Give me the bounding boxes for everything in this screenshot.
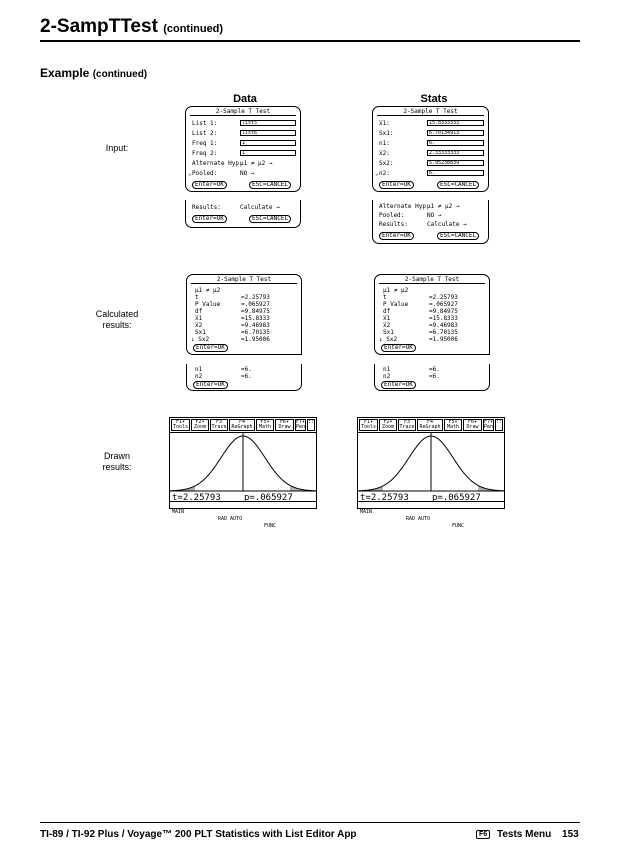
result-value-mean1: =15.8333 [429, 315, 458, 322]
result-label-t: t [383, 294, 387, 301]
section-heading-text: Example [40, 66, 90, 80]
alt-hyp-select[interactable]: μ1 ≠ μ2 → [240, 160, 273, 167]
list1-input[interactable]: list5 [240, 120, 296, 126]
result-value-n2: =6. [429, 373, 440, 380]
result-label-pvalue: P Value [383, 301, 409, 308]
field-label-list2: List 2: [192, 130, 218, 137]
results-select[interactable]: Calculate → [240, 204, 280, 211]
t-readout: t=2.25793 [360, 493, 409, 503]
result-value-sx2: =1.95006 [429, 336, 458, 343]
footer-rule [40, 822, 580, 823]
result-value-pvalue: =.065927 [241, 301, 270, 308]
toolbar-key-more[interactable]: :: [495, 419, 503, 431]
result-value-df: =9.84975 [241, 308, 270, 315]
p-readout: p=.065927 [432, 493, 481, 503]
result-label-mean2: x̅2 [383, 322, 391, 329]
status-mode: RAD AUTO [406, 516, 431, 522]
toolbar-key-tools[interactable]: F1▾ Tools [360, 419, 377, 430]
row-label-drawn-2: results: [102, 462, 132, 472]
page-title-suffix: (continued) [163, 23, 224, 35]
stats-graph-screen [357, 417, 505, 529]
field-label-pooled: Pooled: [192, 170, 218, 177]
toolbar-key-trace[interactable]: F3 Trace [399, 419, 415, 430]
field-label-mean2: x̅2: [379, 150, 390, 157]
result-label-sx2: ↓ Sx2 [191, 336, 210, 343]
page-title-text: 2-SampTTest [40, 16, 158, 37]
toolbar-key-regraph[interactable]: F4 ReGraph [417, 419, 443, 431]
result-label-df: df [195, 308, 203, 315]
row-label-input: Input: [105, 143, 129, 153]
field-label-freq1: Freq 1: [192, 140, 218, 147]
n1-input[interactable]: 6. [427, 140, 484, 146]
status-bar [358, 501, 504, 529]
field-label-n1: n1: [379, 140, 390, 147]
status-func: FUNC [452, 523, 465, 529]
freq1-input[interactable]: 1 [240, 140, 296, 146]
field-label-alt-hyp: Alternate Hyp: [192, 160, 243, 167]
result-value-pvalue: =.065927 [429, 301, 458, 308]
dialog-title: 2-Sample T Test [377, 108, 484, 116]
enter-ok-button[interactable]: Enter=OK [381, 381, 416, 389]
result-label-df: df [383, 308, 391, 315]
result-value-sx1: =6.70135 [241, 329, 270, 336]
result-label-t: t [195, 294, 199, 301]
field-label-results: Results: [379, 221, 408, 228]
enter-ok-button[interactable]: Enter=OK [193, 344, 228, 352]
results-select[interactable]: Calculate → [427, 221, 467, 228]
stats-input-dialog [372, 106, 489, 192]
enter-ok-button[interactable]: Enter=OK [381, 344, 416, 352]
footer-section [476, 829, 579, 840]
dialog-title: 2-Sample T Test [191, 276, 297, 284]
data-results-continued [186, 364, 302, 391]
dialog-title: 2-Sample T Test [379, 276, 485, 284]
enter-ok-button[interactable]: Enter=OK [193, 381, 228, 389]
n2-input[interactable]: 6. [427, 170, 484, 176]
status-mode: RAD AUTO [218, 516, 243, 522]
data-input-continued [185, 200, 301, 228]
toolbar-key-more[interactable]: :: [307, 419, 315, 431]
t-distribution-plot [358, 432, 504, 492]
field-label-sx1: Sx1: [379, 130, 394, 137]
result-label-n2: n2 [195, 373, 203, 380]
result-value-sx1: =6.70135 [429, 329, 458, 336]
field-label-list1: List 1: [192, 120, 218, 127]
p-readout: p=.065927 [244, 493, 293, 503]
column-heading-stats: Stats [420, 93, 448, 105]
page-number: 153 [562, 829, 579, 840]
toolbar-key-tools[interactable]: F1▾ Tools [172, 419, 189, 430]
result-label-sx1: Sx1 [195, 329, 206, 336]
f6-key-icon: F6 [476, 830, 490, 839]
field-label-alt-hyp: Alternate Hyp: [379, 203, 430, 210]
row-label-calculated-1: Calculated [95, 309, 139, 319]
result-value-sx2: =1.95006 [241, 336, 270, 343]
result-label-mean1: x̅1 [383, 315, 391, 322]
enter-ok-button[interactable]: Enter=OK [192, 215, 227, 223]
status-main: MAIN [172, 509, 185, 515]
result-hypothesis: μ1 ≠ μ2 [383, 287, 409, 294]
status-bar [170, 501, 316, 529]
result-value-t: =2.25793 [429, 294, 458, 301]
mean2-input[interactable]: 2.33333333 [427, 150, 484, 156]
stats-input-continued [372, 200, 489, 244]
scroll-down-icon: ⌄ [375, 170, 379, 177]
footer-book-title: TI-89 / TI-92 Plus / Voyage™ 200 PLT Statistics with List Editor App [40, 829, 357, 840]
dialog-title: 2-Sample T Test [190, 108, 296, 116]
status-func: FUNC [264, 523, 277, 529]
pooled-select[interactable]: NO → [427, 212, 442, 219]
sx2-input[interactable]: 5.95238839 [427, 160, 484, 166]
toolbar-key-math[interactable]: F5▾ Math [444, 419, 462, 431]
footer-section-name: Tests Menu [496, 829, 552, 840]
enter-ok-button[interactable]: Enter=OK [192, 181, 227, 189]
result-label-mean2: x̅2 [195, 322, 203, 329]
esc-cancel-button[interactable]: ESC=CANCEL [249, 215, 291, 223]
graph-toolbar [358, 418, 504, 433]
result-value-mean2: =9.46983 [429, 322, 458, 329]
toolbar-key-draw[interactable]: F6▾ Draw [463, 419, 482, 431]
enter-ok-button[interactable]: Enter=OK [379, 232, 414, 240]
toolbar-key-pen[interactable]: F7▾ Pen [484, 419, 494, 430]
result-value-n1: =6. [429, 366, 440, 373]
section-heading [40, 66, 147, 80]
result-label-pvalue: P Value [195, 301, 221, 308]
esc-cancel-button[interactable]: ESC=CANCEL [249, 181, 291, 189]
row-label-calculated [72, 309, 162, 331]
data-input-dialog [185, 106, 301, 192]
title-rule [40, 40, 580, 42]
row-label-drawn [72, 451, 162, 473]
status-main: MAIN [360, 509, 373, 515]
sx1-input[interactable]: 6.70134913 [427, 130, 484, 136]
result-value-mean2: =9.46983 [241, 322, 270, 329]
row-label-drawn-1: Drawn [103, 451, 130, 461]
field-label-sx2: Sx2: [379, 160, 394, 167]
stats-results-dialog [374, 274, 490, 355]
toolbar-key-math[interactable]: F5▾ Math [256, 419, 274, 431]
data-graph-screen [169, 417, 317, 529]
column-heading-data: Data [233, 93, 257, 105]
toolbar-key-regraph[interactable]: F4 ReGraph [229, 419, 255, 431]
page-title [40, 16, 223, 38]
t-distribution-plot [170, 432, 316, 492]
data-results-dialog [186, 274, 302, 355]
stats-results-continued [374, 364, 490, 391]
freq2-input[interactable]: 1 [240, 150, 296, 156]
result-value-n2: =6. [241, 373, 252, 380]
enter-ok-button[interactable]: Enter=OK [379, 181, 414, 189]
result-hypothesis: μ1 ≠ μ2 [195, 287, 221, 294]
result-label-sx1: Sx1 [383, 329, 394, 336]
field-label-freq2: Freq 2: [192, 150, 218, 157]
field-label-pooled: Pooled: [379, 212, 405, 219]
result-label-n1: n1 [195, 366, 203, 373]
toolbar-key-zoom[interactable]: F2▾ Zoom [379, 419, 397, 431]
result-label-n2: n2 [383, 373, 391, 380]
result-value-t: =2.25793 [241, 294, 270, 301]
toolbar-key-zoom[interactable]: F2▾ Zoom [191, 419, 209, 431]
toolbar-key-draw[interactable]: F6▾ Draw [275, 419, 294, 431]
row-label-calculated-2: results: [102, 320, 132, 330]
section-heading-suffix: (continued) [92, 69, 148, 80]
result-label-sx2: ↓ Sx2 [379, 336, 398, 343]
result-value-n1: =6. [241, 366, 252, 373]
toolbar-key-trace[interactable]: F3 Trace [211, 419, 227, 430]
result-label-n1: n1 [383, 366, 391, 373]
field-label-mean1: x̅1: [379, 120, 390, 127]
toolbar-key-pen[interactable]: F7▾ Pen [296, 419, 306, 430]
scroll-down-icon: ⌄ [188, 170, 192, 177]
result-label-mean1: x̅1 [195, 315, 203, 322]
esc-cancel-button[interactable]: ESC=CANCEL [437, 232, 479, 240]
field-label-n2: n2: [379, 170, 390, 177]
alt-hyp-select[interactable]: μ1 ≠ μ2 → [427, 203, 460, 210]
result-value-df: =9.84975 [429, 308, 458, 315]
graph-toolbar [170, 418, 316, 433]
t-readout: t=2.25793 [172, 493, 221, 503]
esc-cancel-button[interactable]: ESC=CANCEL [437, 181, 479, 189]
field-label-results: Results: [192, 204, 221, 211]
mean1-input[interactable]: 15.8333333 [427, 120, 484, 126]
list2-input[interactable]: list6 [240, 130, 296, 136]
pooled-select[interactable]: NO → [240, 170, 255, 177]
result-value-mean1: =15.8333 [241, 315, 270, 322]
